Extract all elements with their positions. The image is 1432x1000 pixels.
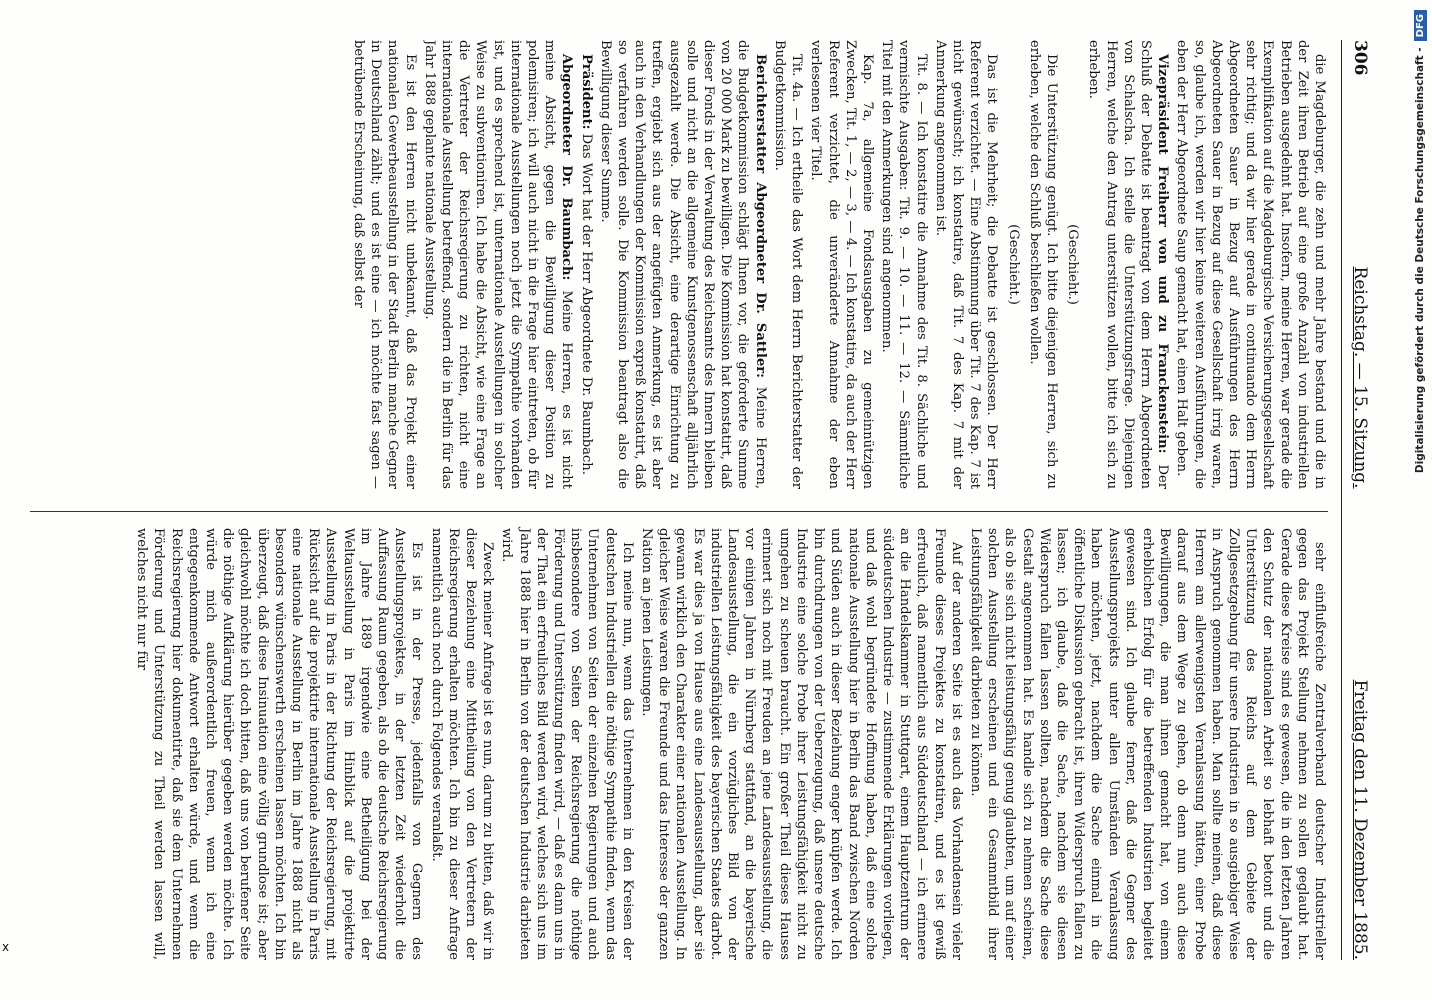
digitization-credit [1410,0,1430,1000]
paragraph [498,528,636,960]
paragraph-text: Das ist die Mehrheit; die Debatte ist geschlossen. Der Herr Referent verzichtet. — Eine Abstimmung über Tit. 7 des Kap. 7 ist nicht gewünscht; ich konstatire, daß Tit. 7 des Kap. 7 mit der Anmerkung angenommen ist. [932,40,1000,489]
page-number: 306 [1350,40,1370,76]
speaker-name: Berichterstatter Abgeordneter Dr. Sattler: [752,54,768,379]
right-column [30,511,1328,960]
paragraph-text: Tit. 8. — Ich konstatire die Annahme des Tit. 8. Sächliche und vermischte Ausgaben: Tit. 9. — 10. — 11. — 12. — Sämmtliche Titel mit den Anmerkungen sind angenommen. [879,40,929,489]
text-columns [30,40,1328,960]
paragraph-text: Es ist den Herren nicht unbekannt, daß das Projekt einer nationalen Gewerbeausstellung in der Stadt Berlin manche Gegner in Deutschland zählt; und es ist eine — ich möchte fast sagen — betrübende Erscheinung, daß selbst der [351,40,418,489]
page-header [1341,40,1370,960]
dfg-credit-text: Digitalisierung gefördert durch die Deutsche Forschungsgemeinschaft - [1414,47,1426,474]
paragraph-text: sehr einflußreiche Zentralverband deutscher Industrieller gegen das Projekt Stellung nehmen zu sollen geglaubt hat. Gerade diese Kreise sind es gewesen, die in den letzten Jahren den Schutz der nationalen Arbeit so lebhaft betont und die Unterstützung des Reichs auf dem Gebiete der Zollgesetzgebung für unsere Industrien in so ausgiebiger Weise in Anspruch genommen haben. Man sollte meinen, daß diese Herren am allerwenigsten Veranlassung hätten, einer Probe darauf aus dem Wege zu gehen, ob denn nun auch diese Bewilligungen, die man ihnen gemacht hat, von einem erheblichen Erfolg für die betreffenden Industrien begleitet gewesen sind. Ich glaube ferner, daß die Gegner des Ausstellungsprojekts unter allen Umständen Veranlassung haben möchten, jetzt, nachdem die Sache einmal in die öffentliche Diskussion gebracht ist, ihren Widerspruch fallen zu lassen; ich glaube, daß die Sache, nachdem sie diesen Widerspruch fallen lassen sollten, nachdem die Sache diese Gestalt angenommen hat. Es handle sich zu nehmen scheinen, als ob sie sich nicht leistungsfähig genug glaubten, um auf einer solchen Ausstellung erscheinen und ein Gesammtbild ihrer Leistungsfähigkeit darbieten zu können. [967,528,1327,960]
speaker-name: Vizepräsident Freiherr von und zu Franckenstein: [1155,54,1171,454]
paragraph [421,40,576,489]
paragraph-text: Die Unterstützung genügt. Ich bitte diejenigen Herren, sich zu erheben, welche den Schluß beschließen wollen. [1026,40,1059,489]
paragraph-text: Der Schluß der Debatte ist beantragt von dem Herrn Abgeordneten von Schalscha. Ich stelle die Unterstützungsfrage. Diejenigen Herren, welche den Antrag unterstützen wollen, bitte ich sich zu erheben. [1086,40,1171,489]
paragraph-text: Meine Herren, es ist nicht meine Absicht, gegen die Bewilligung dieser Position zu polemisiren; ich will auch nicht in die Frage hier eintreten, ob für internationale Ausstellungen noch jetzt die Sympathie vorhanden ist, und es sprechend ist, unternationale Ausstellungen in solcher Weise zu subventioniren. Ich habe die Absicht, wie eine Frage an die Vertreter der Reichsregierung zu richten, nicht eine internationale Ausstellung betreffend, sondern die in Berlin für das Jahr 1888 geplante nationale Ausstellung. [421,40,575,489]
edge-mark: x [2,940,10,954]
paragraph [1026,40,1060,489]
paragraph [1173,40,1328,489]
paragraph-text: Es ist in der Presse, jedenfalls von Gegnern des Ausstellungsprojektes, in der letzten Zeit wiederholt die Auffassung Raum gegeben, als ob die deutsche Reichsregierung im Jahre 1889 irgendwie eine Betheiligung bei der Weltausstellung in Paris im Hinblick auf die projektirte Ausstellung in Paris in der Richtung der Reichsregierung, mit Rücksicht auf die projektirte internationale Ausstellung in Paris eine nationale Ausstellung in Berlin im Jahre 1888 nicht als besonders wünschenswerth erscheinen lassen möchten. Ich bin überzeugt, daß diese Insinuation eine völlig grundlose ist; aber gleichwohl möchte ich doch bitten, daß uns von berufener Seite die nöthige Aufklärung hierüber gegeben werden möchte. Ich würde mich außerordentlich freuen, wenn ich eine entgegenkommende Antwort erhalten würde, und wenn die Reichsregierung hier dokumentirte, daß sie dem Unternehmen Förderung und Unterstützung zu Theil werden lassen will, welches nicht nur für [134,528,425,960]
paragraph [932,40,1001,489]
paragraph-text: Zweck meiner Anfrage ist es nun, darum zu bitten, daß wir in dieser Beziehung eine Mittheilung von den Vertretern der Reichsregierung erhalten möchten. Ich bin zu dieser Anfrage namentlich auch noch durch Folgendes veranlaßt. [428,528,496,960]
paragraph [133,528,425,960]
paragraph [967,528,1328,960]
stage-direction: (Geschieht.) [1065,224,1081,305]
paragraph [771,40,805,489]
paragraph-text: Meine Herren, die Budgetkommission schlägt Ihnen vor, die geforderte Summe von 20 000 Mark zu bewilligen. Die Kommission hat konstatirt, daß dieser Fonds in der Verwaltung des Reichsamts des Innern bleiben solle und nicht an die allgemeine Kunstgenossenschaft alljährlich ausgezahlt werde. Die Absicht, eine derartige Einrichtung zu treffen, ergiebt sich aus der angefügten Anmerkung, es ist aber auch in den Verhandlungen der Kommission expreß konstatirt, daß so verfahren werden solle. Die Kommission beantragt also die Bewilligung dieser Summe. [597,40,768,489]
session-title: Reichstag. — 15. Sitzung. [1350,266,1370,489]
speaker-name: Abgeordneter Dr. Baumbach: [559,54,575,281]
paragraph-text: Ich meine nun, wenn das Unternehmen in den Kreisen der deutschen Industriellen die nöthige Sympathie finden, wenn das Unternehmen von Seiten der einzelnen Regierungen und auch insbesondere von Seiten der Reichsregierung die nöthige Förderung und Unterstützung finden wird, — daß es dann uns in der That ein erfreuliches Bild werden wird, welches sich uns im Jahre 1888 hier in Berlin von der deutschen Industrie darbieten wird. [499,528,635,960]
paragraph [577,40,594,489]
paragraph [597,40,769,489]
paragraph-text: Auf der anderen Seite ist es auch das Vorhandensein vieler Freunde dieses Projektes zu konstatiren, und es ist gewiß erfreulich, daß namentlich aus Süddeutschland — ich erinnere an die Handelskammer in Stuttgart, einem Hauptzentrum der süddeutschen Industrie — zustimmende Erklärungen vorliegen, und daß wohl begründete Hoffnung haben, daß eine solche nationale Ausstellung hier in Berlin das Band zwischen Norden und Süden auch in dieser Beziehung enger knüpfen werde. Ich bin durchdrungen von der Ueberzeugung, daß unsere deutsche Industrie eine solche Probe ihrer Leistungsfähigkeit nicht zu umgehen zu scheuen braucht. Ein großer Theil dieses Hauses erinnert sich noch mit Freuden an jene Landesausstellung, die vor einigen Jahren in Nürnberg stattfand, an die bayerische Landesausstellung, die ein vorzügliches Bild von der industriellen Leistungsfähigkeit des bayerischen Staates darbot. Es war dies ja von Hause aus eine Landesausstellung, aber sie gewann wirklich den Charakter einer nationalen Ausstellung. In gleicher Weise waren die Freunde und das Interesse der ganzen Nation an jenen Leistungen. [639,528,964,960]
paragraph [807,40,876,489]
paragraph [427,528,496,960]
paragraph-text: Das Wort hat der Herr Abgeordnete Dr. Baumbach. [578,129,594,475]
paragraph [1085,40,1171,489]
paragraph-text: Tit. 4a. — Ich ertheile das Wort dem Herrn Berichterstatter der Budgetkommission. [771,40,805,489]
session-date: Freitag den 11. Dezember 1885. [1350,679,1370,960]
stage-direction: (Geschieht.) [1005,224,1021,305]
paragraph-text: die Magdeburger, die zehn und mehr Jahre bestand und die in der Zeit ihren Betrieb auf eine große Anzahl von industriellen Betrieben ausgedehnt hat. Insofern, meine Herren, war gerade die Exemplifikation auf die Magdeburgische Versicherungsgesellschaft sehr richtig; und da wir hier gerade in continuando dem Herrn Abgeordneten Sauer in Bezug auf Ausführungen des Herrn Abgeordneten Sauer in Bezug auf diese Gesellschaft irrig waren, so, glaube ich, werden wir hier keine weiteren Ausführungen, die eben der Herr Abgeordnete Saup gemacht hat, einen Halt geben. [1174,40,1327,489]
speaker-name: Präsident: [578,54,594,130]
paragraph-text: Kap. 7a, allgemeine Fondsausgaben zu gemeinnützigen Zwecken, Tit. 1, — 2, — 3, — 4. — Ich konstatire, da auch der Herr Referent verzichtet, die unveränderte Annahme der eben verlesenen vier Titel. [808,40,875,489]
paragraph [878,40,930,489]
paragraph [638,528,965,960]
paragraph [350,40,419,489]
left-column [30,40,1328,489]
dfg-logo: DFG [1414,10,1427,41]
